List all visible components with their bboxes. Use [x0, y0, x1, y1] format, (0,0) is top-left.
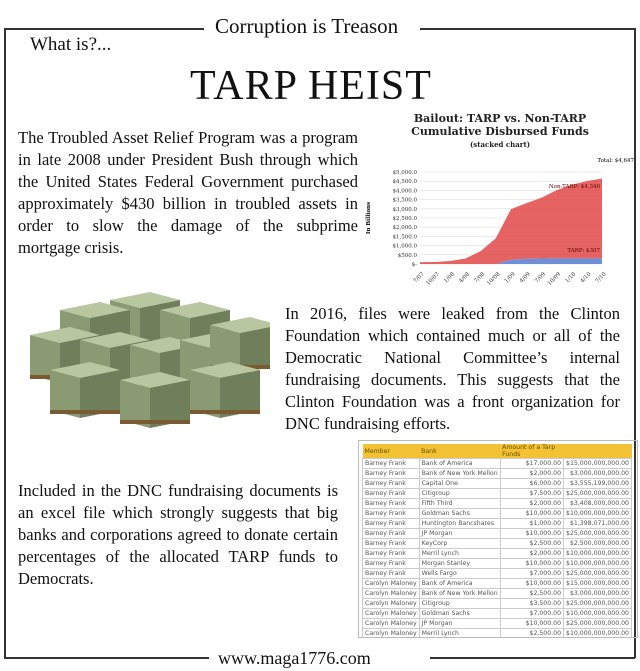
border-bottom-left — [4, 657, 209, 659]
table-header — [564, 444, 632, 459]
table-row — [363, 489, 632, 499]
table-row — [363, 539, 632, 549]
leak-paragraph: In 2016, files were leaked from the Clinton Foundation which contained much or all of the Democratic National Committee’s internal fundraising documents. This suggests that the Clinton Foundation was a front organization for DNC fundraising efforts. — [285, 304, 620, 433]
table-row — [363, 459, 632, 469]
x-tick-label: 10/07 — [425, 271, 441, 287]
table-cell: $15,000,000,000.00 — [564, 579, 632, 589]
table-cell: JP Morgan — [419, 619, 500, 629]
money-pallets-image — [20, 285, 270, 450]
table-cell: $25,000,000,000.00 — [564, 619, 632, 629]
table-cell: $3,000,000,000.00 — [564, 589, 632, 599]
table-cell: Merril Lynch — [419, 629, 500, 639]
table-cell: Carolyn Maloney — [363, 629, 420, 639]
table-cell: $10,000.00 — [500, 529, 563, 539]
table-cell: Citigroup — [419, 489, 500, 499]
y-tick-label: $3,000.0 — [392, 206, 417, 213]
table-cell: $15,000,000,000.00 — [564, 459, 632, 469]
what-is-label: What is?... — [30, 34, 112, 55]
table-cell: $3,555,199,000.00 — [564, 479, 632, 489]
table-cell: $25,000,000,000.00 — [564, 569, 632, 579]
tarp-table — [362, 444, 632, 638]
x-tick-label: 1/08 — [443, 271, 456, 285]
table-cell: Barney Frank — [363, 479, 420, 489]
chart-subtitle: (stacked chart) — [469, 140, 531, 149]
table-row — [363, 609, 632, 619]
table-cell: $25,000,000,000.00 — [564, 529, 632, 539]
excel-paragraph: Included in the DNC fundraising documents is an excel file which strongly suggests that big banks and corporations agreed to donate certain percentages of the allocated TARP funds to Democrats. — [18, 481, 338, 588]
table-header: Bank — [419, 444, 500, 459]
table-cell: Citigroup — [419, 599, 500, 609]
table-cell: Barney Frank — [363, 509, 420, 519]
x-tick-label: 7/10 — [594, 271, 608, 285]
table-row — [363, 579, 632, 589]
bailout-chart — [362, 112, 638, 292]
chart-plot — [362, 112, 638, 292]
tarp-paragraph: The Troubled Asset Relief Program was a program in late 2008 under President Bush through which the United States Federal Government purchased approximately $430 billion in troubled assets in order to slow the damage of the subprime mortgage crisis. — [18, 128, 358, 257]
page-title: TARP HEIST — [190, 63, 432, 109]
subtitle: Corruption is Treason — [215, 14, 399, 38]
table-row — [363, 499, 632, 509]
table-cell: $10,000.00 — [500, 619, 563, 629]
y-tick-label: $3,500.0 — [392, 197, 417, 204]
table-cell: $10,000,000,000.00 — [564, 559, 632, 569]
table-cell: $10,000,000,000.00 — [564, 509, 632, 519]
table-cell: $7,000.00 — [500, 609, 563, 619]
x-tick-label: 1/10 — [564, 271, 578, 285]
table-cell: Carolyn Maloney — [363, 589, 420, 599]
table-cell: Barney Frank — [363, 469, 420, 479]
table-row — [363, 479, 632, 489]
table-cell: Goldman Sachs — [419, 509, 500, 519]
table-cell: $10,000.00 — [500, 579, 563, 589]
table-cell: $2,000.00 — [500, 469, 563, 479]
table-cell: $10,000.00 — [500, 509, 563, 519]
table-cell: Barney Frank — [363, 499, 420, 509]
y-tick-label: $- — [411, 262, 417, 268]
table-cell: $2,500.00 — [500, 629, 563, 639]
table-row — [363, 509, 632, 519]
x-tick-label: 4/09 — [518, 271, 532, 285]
table-cell: Morgan Stanley — [419, 559, 500, 569]
table-row — [363, 589, 632, 599]
table-row — [363, 599, 632, 609]
y-tick-label: $2,000.0 — [392, 225, 417, 232]
table-cell: $7,000.00 — [500, 569, 563, 579]
table-cell: $10,000,000,000.00 — [564, 629, 632, 639]
y-tick-label: $4,000.0 — [392, 188, 417, 195]
table-cell: Huntington Bancshares — [419, 519, 500, 529]
table-cell: $2,500.00 — [500, 539, 563, 549]
y-tick-label: $4,500.0 — [392, 179, 417, 186]
table-row — [363, 569, 632, 579]
table-cell: Barney Frank — [363, 459, 420, 469]
non-tarp-label: Non-TARP: $4,340 — [548, 184, 600, 190]
money-pallet — [50, 362, 120, 418]
y-axis-label: In Billions — [366, 201, 372, 235]
table-cell: $17,000.00 — [500, 459, 563, 469]
x-tick-label: 4/08 — [458, 271, 472, 285]
table-cell: Barney Frank — [363, 529, 420, 539]
table-row — [363, 619, 632, 629]
table-cell: Barney Frank — [363, 519, 420, 529]
border-bottom-right — [430, 657, 635, 659]
table-cell: $2,500.00 — [500, 589, 563, 599]
chart-title-2: Cumulative Disbursed Funds — [411, 125, 589, 138]
table-cell: $10,000.00 — [500, 559, 563, 569]
table-cell: $2,000.00 — [500, 499, 563, 509]
y-tick-label: $1,000.0 — [392, 243, 417, 250]
table-cell: Wells Fargo — [419, 569, 500, 579]
table-cell: JP Morgan — [419, 529, 500, 539]
table-cell: Carolyn Maloney — [363, 599, 420, 609]
table-header: Member — [363, 444, 420, 459]
y-tick-label: $1,500.0 — [392, 234, 417, 241]
table-cell: $6,000.00 — [500, 479, 563, 489]
table-cell: Carolyn Maloney — [363, 619, 420, 629]
table-cell: Bank of America — [419, 579, 500, 589]
table-cell: $10,000,000,000.00 — [564, 609, 632, 619]
x-tick-label: 7/08 — [473, 271, 487, 285]
border-top-right — [420, 28, 635, 30]
table-row — [363, 519, 632, 529]
table-cell: $25,000,000,000.00 — [564, 599, 632, 609]
x-tick-label: 4/10 — [579, 271, 593, 285]
total-label: Total: $4,647 — [597, 158, 634, 164]
table-cell: Bank of New York Mellon — [419, 469, 500, 479]
table-row — [363, 559, 632, 569]
table-cell: Carolyn Maloney — [363, 579, 420, 589]
table-row — [363, 529, 632, 539]
x-tick-label: 7/07 — [412, 271, 426, 285]
table-row — [363, 549, 632, 559]
x-tick-label: 10/08 — [486, 271, 502, 287]
table-cell: KeyCorp — [419, 539, 500, 549]
x-tick-label: 10/09 — [546, 271, 563, 287]
table-cell: $3,500.00 — [500, 599, 563, 609]
table-cell: Goldman Sachs — [419, 609, 500, 619]
table-cell: Bank of America — [419, 459, 500, 469]
table-cell: Merril Lynch — [419, 549, 500, 559]
border-left — [4, 28, 6, 658]
tarp-label: TARP: $307 — [567, 248, 600, 254]
table-cell: Barney Frank — [363, 559, 420, 569]
table-row — [363, 469, 632, 479]
table-cell: $3,000,000,000.00 — [564, 469, 632, 479]
money-pallet — [120, 372, 190, 428]
table-cell: Carolyn Maloney — [363, 609, 420, 619]
table-cell: $7,500.00 — [500, 489, 563, 499]
table-cell: $25,000,000,000.00 — [564, 489, 632, 499]
table-cell: $2,000.00 — [500, 549, 563, 559]
table-cell: Capital One — [419, 479, 500, 489]
table-cell: $1,398,071,000.00 — [564, 519, 632, 529]
table-header: Amount of a Tarp Funds — [500, 444, 563, 459]
y-tick-label: $2,500.0 — [392, 216, 417, 222]
table-cell: $10,000,000,000.00 — [564, 549, 632, 559]
y-tick-label: $500.0 — [397, 252, 417, 259]
y-tick-label: $5,000.0 — [392, 170, 417, 176]
table-row — [363, 629, 632, 639]
table-cell: Fifth Third — [419, 499, 500, 509]
table-cell: Bank of New York Mellon — [419, 589, 500, 599]
x-tick-label: 7/09 — [534, 271, 547, 285]
border-top-left — [4, 28, 204, 30]
table-cell: $1,000.00 — [500, 519, 563, 529]
table-cell: $3,408,000,000.00 — [564, 499, 632, 509]
chart-title: Bailout: TARP vs. Non-TARP — [413, 112, 587, 125]
table-cell: Barney Frank — [363, 549, 420, 559]
table-cell: $2,500,000,000.00 — [564, 539, 632, 549]
money-pallet — [190, 362, 260, 418]
table-cell: Barney Frank — [363, 489, 420, 499]
table-cell: Barney Frank — [363, 539, 420, 549]
table-cell: Barney Frank — [363, 569, 420, 579]
footer-url: www.maga1776.com — [218, 648, 371, 668]
tarp-spreadsheet — [358, 440, 638, 638]
x-tick-label: 1/09 — [503, 271, 517, 285]
